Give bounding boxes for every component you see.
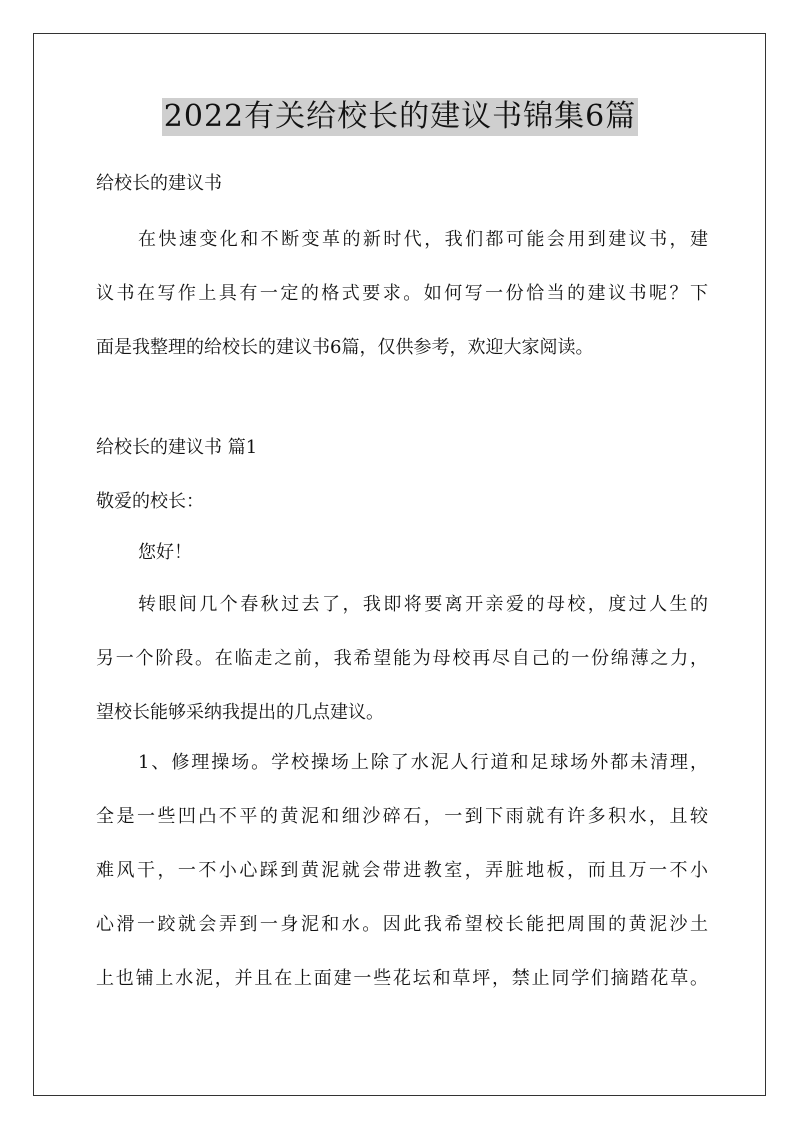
paragraph-line: 转眼间几个春秋过去了，我即将要离开亲爱的母校，度过人生的 (138, 594, 708, 615)
paragraph-1 (96, 578, 708, 740)
intro-paragraph (96, 213, 708, 375)
section-heading-block (96, 421, 708, 475)
intro-heading: 给校长的建议书 (96, 173, 222, 194)
paragraph-line: 1、修理操场。学校操场上除了水泥人行道和足球场外都未清理， (138, 752, 708, 773)
greeting: 您好！ (138, 542, 192, 563)
intro-line: 在快速变化和不断变革的新时代，我们都可能会用到建议书，建 (138, 229, 708, 250)
salutation-block (96, 475, 708, 529)
paragraph-line: 另一个阶段。在临走之前，我希望能为母校再尽自己的一份绵薄之力， (96, 648, 708, 669)
section-heading: 给校长的建议书 篇1 (96, 437, 258, 458)
intro-line: 议书在写作上具有一定的格式要求。如何写一份恰当的建议书呢？下 (96, 283, 708, 304)
salutation: 敬爱的校长： (96, 491, 204, 512)
paragraph-line: 心滑一跤就会弄到一身泥和水。因此我希望校长能把周围的黄泥沙土 (96, 914, 708, 935)
intro-heading-block (96, 157, 708, 211)
greeting-block (96, 526, 708, 580)
intro-line: 面是我整理的给校长的建议书6篇，仅供参考，欢迎大家阅读。 (96, 337, 594, 358)
paragraph-2 (96, 736, 708, 1006)
paragraph-line: 望校长能够采纳我提出的几点建议。 (96, 702, 384, 723)
paragraph-line: 上也铺上水泥，并且在上面建一些花坛和草坪，禁止同学们摘踏花草。 (96, 968, 708, 989)
title-container (0, 98, 800, 136)
document-title: 2022有关给校长的建议书锦集6篇 (163, 99, 637, 134)
paragraph-line: 难风干，一不小心踩到黄泥就会带进教室，弄脏地板，而且万一不小 (96, 860, 708, 881)
paragraph-line: 全是一些凹凸不平的黄泥和细沙碎石，一到下雨就有许多积水，且较 (96, 806, 708, 827)
